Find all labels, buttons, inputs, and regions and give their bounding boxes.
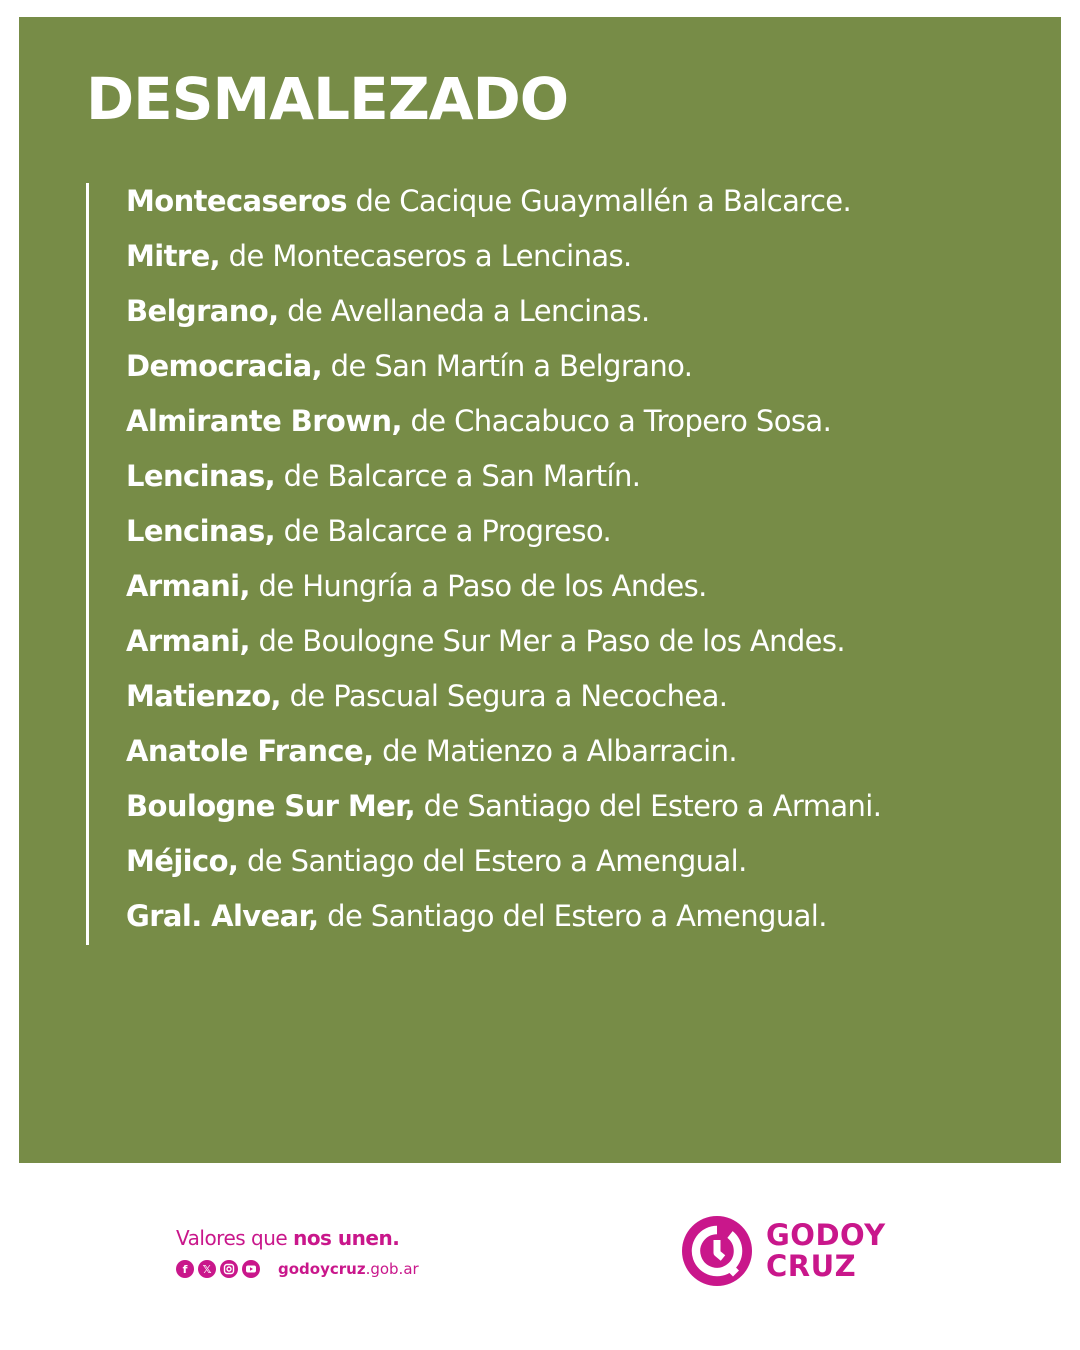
instagram-icon[interactable] <box>220 1260 238 1278</box>
list-item <box>126 343 881 398</box>
page-title: DESMALEZADO <box>86 65 569 133</box>
logo-wordmark <box>766 1220 886 1282</box>
tagline-regular: Valores que <box>176 1226 294 1250</box>
footer-info <box>176 1226 419 1278</box>
website-domain: .gob.ar <box>365 1260 419 1278</box>
tagline-bold: nos unen. <box>293 1226 400 1250</box>
list-item <box>126 618 881 673</box>
logo-line-2: CRUZ <box>766 1249 857 1283</box>
list-item <box>126 288 881 343</box>
list-item <box>126 673 881 728</box>
list-item <box>126 178 881 233</box>
street-segment: de Pascual Segura a Necochea. <box>280 679 728 713</box>
street-name: Armani, <box>126 569 250 603</box>
street-segment: de Montecaseros a Lencinas. <box>220 239 632 273</box>
street-list <box>126 178 881 948</box>
street-name: Lencinas, <box>126 459 276 493</box>
x-twitter-icon[interactable]: 𝕏 <box>198 1260 216 1278</box>
list-item <box>126 893 881 948</box>
youtube-icon[interactable] <box>242 1260 260 1278</box>
street-segment: de Santiago del Estero a Armani. <box>415 789 882 823</box>
street-name: Gral. Alvear, <box>126 899 319 933</box>
street-name: Montecaseros <box>126 184 347 218</box>
street-segment: de Avellaneda a Lencinas. <box>278 294 650 328</box>
list-item <box>126 783 881 838</box>
street-segment: de Balcarce a Progreso. <box>275 514 612 548</box>
street-segment: de Santiago del Estero a Amengual. <box>238 844 747 878</box>
list-item <box>126 563 881 618</box>
street-segment: de Matienzo a Albarracin. <box>373 734 737 768</box>
list-item <box>126 728 881 783</box>
street-name: Almirante Brown, <box>126 404 402 438</box>
list-item <box>126 508 881 563</box>
list-item <box>126 453 881 508</box>
facebook-icon[interactable]: f <box>176 1260 194 1278</box>
list-item <box>126 233 881 288</box>
list-item <box>126 398 881 453</box>
website-name: godoycruz <box>278 1260 366 1278</box>
street-segment: de Balcarce a San Martín. <box>275 459 641 493</box>
street-segment: de Boulogne Sur Mer a Paso de los Andes. <box>249 624 846 658</box>
street-segment: de Hungría a Paso de los Andes. <box>249 569 707 603</box>
website-link[interactable] <box>278 1260 419 1278</box>
street-name: Mitre, <box>126 239 221 273</box>
street-name: Democracia, <box>126 349 323 383</box>
street-name: Matienzo, <box>126 679 281 713</box>
street-name: Armani, <box>126 624 250 658</box>
godoy-cruz-logo <box>680 1214 886 1288</box>
tagline <box>176 1226 419 1250</box>
list-divider-line <box>86 183 89 945</box>
street-name: Boulogne Sur Mer, <box>126 789 416 823</box>
street-segment: de San Martín a Belgrano. <box>322 349 693 383</box>
logo-mark-icon <box>680 1214 754 1288</box>
list-item <box>126 838 881 893</box>
logo-line-1: GODOY <box>766 1218 886 1252</box>
street-name: Anatole France, <box>126 734 374 768</box>
street-name: Lencinas, <box>126 514 276 548</box>
street-segment: de Chacabuco a Tropero Sosa. <box>401 404 832 438</box>
street-segment: de Cacique Guaymallén a Balcarce. <box>346 184 852 218</box>
social-links <box>176 1260 419 1278</box>
street-name: Belgrano, <box>126 294 279 328</box>
street-name: Méjico, <box>126 844 239 878</box>
street-segment: de Santiago del Estero a Amengual. <box>318 899 827 933</box>
